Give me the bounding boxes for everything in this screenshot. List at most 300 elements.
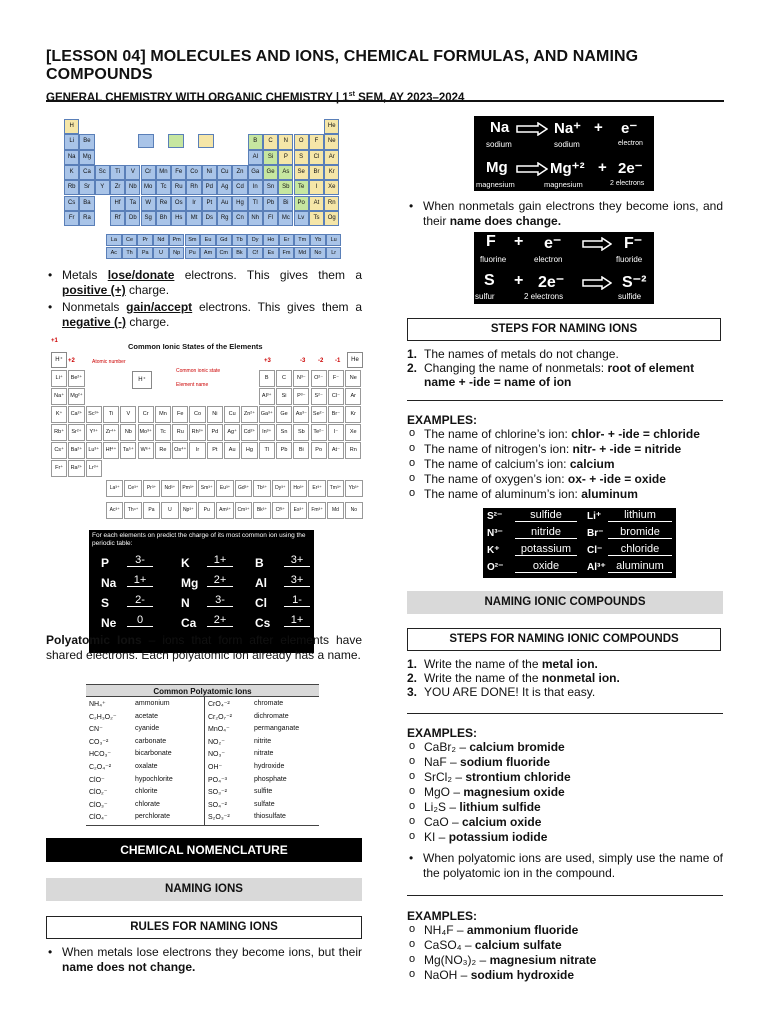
table-cell: cyanide [135, 725, 160, 733]
element-cell: Bi [278, 196, 293, 211]
ion-cell: Ar [345, 388, 361, 405]
predict-answer: 3+ [284, 574, 310, 587]
element-cell: In [248, 180, 263, 195]
eq-f-ion: F⁻ [624, 235, 643, 252]
ion-cell: Pb [276, 442, 292, 459]
table-cell: chlorite [135, 788, 158, 796]
nonmetals-gain-bullet: • When nonmetals gain electrons they become ions, and their name does change. [407, 199, 723, 229]
compound-name: sodium hydroxide [470, 968, 575, 982]
ion-name: chloride [608, 543, 672, 556]
compound-formula: KI [424, 830, 436, 844]
element-cell: U [153, 247, 169, 259]
table-cell: S₂O₃⁻² [208, 814, 230, 822]
step-number: 2. [407, 671, 418, 685]
element-cell: Fm [279, 247, 295, 259]
table-cell: chlorate [135, 800, 160, 808]
label-sulfide: sulfide [618, 292, 642, 301]
ion-cell: In³⁺ [259, 424, 275, 441]
element-cell: Lu [326, 234, 342, 246]
predict-element: B [255, 556, 264, 570]
element-cell: Md [294, 247, 310, 259]
ion-cell: Fm³⁺ [308, 502, 325, 519]
ion-cell: Zn²⁺ [241, 406, 257, 423]
steps-naming-ionic-list [407, 657, 723, 699]
ion-cell: Kr [345, 406, 361, 423]
ion-cell: I⁻ [328, 424, 344, 441]
element-cell: W [141, 196, 156, 211]
element-cell: Rf [110, 211, 125, 226]
ion-cell: Tc [155, 424, 171, 441]
polyatomic-table-rows [86, 698, 319, 826]
element-cell: Se [294, 165, 309, 180]
element-cell: Ca [79, 165, 94, 180]
ion-cell: Se²⁻ [311, 406, 327, 423]
list-item [407, 442, 723, 457]
example-answer: calcium [569, 457, 615, 471]
element-cell: Br [309, 165, 324, 180]
table-cell: ammonium [135, 700, 170, 707]
table-cell: CrO₄⁻² [208, 701, 230, 708]
table-cell: acetate [135, 712, 158, 720]
element-cell: Cr [141, 165, 156, 180]
legend-sample-cell: H⁺ [132, 371, 152, 389]
eq-e: e⁻ [621, 120, 638, 137]
ion-cell: Mg²⁺ [68, 388, 84, 405]
label-magnesium: magnesium [476, 180, 515, 189]
section-rule [407, 713, 723, 714]
ion-cell-he: He [347, 352, 363, 368]
element-cell: Fe [171, 165, 186, 180]
list-item [407, 472, 723, 487]
predict-answer: 3- [127, 554, 153, 567]
predict-element: Al [255, 576, 267, 590]
ion-cell: Po [311, 442, 327, 459]
element-cell: H [64, 119, 79, 134]
element-cell: Pb [263, 196, 278, 211]
element-cell: Pm [169, 234, 185, 246]
element-cell: Cn [232, 211, 247, 226]
examples-polyatomic-compounds [407, 923, 723, 983]
ion-cell: O²⁻ [311, 370, 327, 387]
ion-cell: P³⁻ [293, 388, 309, 405]
ion-names-box [483, 508, 676, 578]
ion-name: potassium [515, 543, 577, 556]
table-cell: ClO₃⁻ [89, 801, 108, 809]
element-cell: Sb [278, 180, 293, 195]
group-plus2: +2 [68, 358, 75, 364]
steps-naming-ions-banner: STEPS FOR NAMING IONS [407, 318, 721, 341]
ion-cell: Cs⁺ [51, 442, 67, 459]
ion-cell: As³⁻ [293, 406, 309, 423]
table-cell: CO₃⁻² [89, 738, 109, 746]
element-cell: Ag [217, 180, 232, 195]
example-text: The name of aluminum’s ion: [424, 487, 582, 501]
polyatomic-use-bullet: • When polyatomic ions are used, simply use the name of the polyatomic ion in the compound. [407, 851, 723, 881]
element-cell: Pd [202, 180, 217, 195]
ion-cell: Ac³⁺ [106, 502, 123, 519]
ion-name: aluminum [608, 560, 672, 573]
predict-answer: 2- [127, 594, 153, 607]
list-item [407, 685, 723, 699]
subtitle-text-end: SEM, AY 2023–2024 [354, 91, 465, 104]
predict-element: Cl [255, 596, 267, 610]
example-text: The name of nitrogen’s ion: [424, 442, 573, 456]
element-cell: Ir [186, 196, 201, 211]
table-cell: HCO₃⁻ [89, 751, 112, 759]
list-item [407, 770, 723, 785]
ion-cell: Re [155, 442, 171, 459]
predict-element: Mg [181, 576, 199, 590]
ion-cell: Cf³⁺ [272, 502, 289, 519]
ion-cell: Hg [241, 442, 257, 459]
label-sodium: sodium [486, 140, 512, 149]
element-cell: Es [263, 247, 279, 259]
element-cell: V [125, 165, 140, 180]
table-cell: sulfate [254, 800, 275, 808]
ion-cell: Bk³⁺ [253, 502, 270, 519]
ion-cell: Ga³⁺ [259, 406, 275, 423]
ion-cell: Au [224, 442, 240, 459]
table-cell: Cr₂O₇⁻² [208, 713, 232, 721]
element-cell: Lv [294, 211, 309, 226]
element-cell: Tm [294, 234, 310, 246]
compound-name: calcium oxide [462, 815, 542, 829]
list-item [407, 830, 723, 845]
dash: – [461, 938, 475, 952]
element-cell: Ds [202, 211, 217, 226]
element-cell: S [294, 150, 309, 165]
ion-cell: Xe [345, 424, 361, 441]
ion-cell: Am³⁺ [216, 502, 233, 519]
element-cell: Re [156, 196, 171, 211]
element-cell: Nd [153, 234, 169, 246]
compound-formula: NH₄F [424, 923, 454, 937]
list-item [407, 785, 723, 800]
arrow-icon [516, 162, 548, 176]
predict-instruction: For each elements on predict the charge of its most common ion using the periodic table: [92, 532, 306, 547]
subtitle-sup: st [348, 91, 355, 98]
page-title: [LESSON 04] MOLECULES AND IONS, CHEMICAL FORMULAS, AND NAMING COMPOUNDS [46, 48, 639, 83]
ion-cell: Nb [120, 424, 136, 441]
ion-cell: Co [189, 406, 205, 423]
label-sulfur: sulfur [475, 292, 495, 301]
element-cell: Ts [309, 211, 324, 226]
predict-answer: 0 [127, 614, 153, 627]
page-header [46, 48, 726, 104]
element-cell: Ti [110, 165, 125, 180]
list-item [407, 968, 723, 983]
predict-element: N [181, 596, 190, 610]
legend-element-name: Element name [176, 382, 209, 388]
predict-element: Na [101, 576, 117, 590]
group-plus1: +1 [51, 338, 58, 344]
list-item [407, 953, 723, 968]
ion-cell: Zr⁴⁺ [103, 424, 119, 441]
ion-cell: N³⁻ [293, 370, 309, 387]
element-cell: Ba [79, 196, 94, 211]
ion-cell: Rh³⁺ [189, 424, 205, 441]
element-cell: Os [171, 196, 186, 211]
element-cell: Cm [216, 247, 232, 259]
list-item [407, 427, 723, 442]
rules-naming-ions-banner: RULES FOR NAMING IONS [46, 916, 362, 939]
ion-cell: Rn [345, 442, 361, 459]
metals-bullet: • Metals lose/donate electrons. This gives them a positive (+) charge. [46, 268, 362, 298]
element-cell: Mn [156, 165, 171, 180]
ion-cell: Eu³⁺ [216, 480, 233, 497]
arrow-icon [516, 122, 548, 136]
element-cell: Mt [186, 211, 201, 226]
ion-cell: Pu [198, 502, 215, 519]
table-cell: chromate [254, 700, 284, 707]
element-cell: Ce [122, 234, 138, 246]
list-item [407, 740, 723, 755]
element-cell: Rn [324, 196, 339, 211]
ion-cell: Gd³⁺ [235, 480, 252, 497]
ion-cell: W⁶⁺ [138, 442, 154, 459]
table-cell: nitrite [254, 737, 272, 745]
element-cell: Te [294, 180, 309, 195]
polyatomic-table-figure [86, 684, 319, 826]
element-cell: Hf [110, 196, 125, 211]
ion-cell: At⁻ [328, 442, 344, 459]
ion-cell: Ta⁵⁺ [120, 442, 136, 459]
table-cell: thiosulfate [254, 813, 286, 821]
element-cell: Nh [248, 211, 263, 226]
element-cell: Pu [185, 247, 201, 259]
label-2-electrons2: 2 electrons [524, 292, 564, 301]
ion-symbol: K⁺ [487, 545, 500, 556]
element-cell: K [64, 165, 79, 180]
element-cell: La [106, 234, 122, 246]
ion-cell: Th⁴⁺ [124, 502, 141, 519]
compound-name: magnesium oxide [463, 785, 565, 799]
table-cell: carbonate [135, 737, 167, 745]
element-cell: Na [64, 150, 79, 165]
ion-cell: No [345, 502, 362, 519]
ion-cell: C [276, 370, 292, 387]
ion-cell: Sc³⁺ [86, 406, 102, 423]
compound-name: strontium chloride [465, 770, 571, 784]
element-cell: He [324, 119, 339, 134]
compound-name: sodium fluoride [460, 755, 551, 769]
ion-cell: Ra²⁺ [68, 460, 84, 477]
element-cell: F [309, 134, 324, 149]
table-cell: C₂O₄⁻² [89, 764, 112, 771]
eq-s-ion: S⁻² [622, 274, 647, 291]
eq-na-ion: Na⁺ [554, 120, 582, 137]
compound-formula: Li₂S [424, 800, 447, 814]
ion-cell: Bi [293, 442, 309, 459]
table-cell: nitrate [254, 750, 274, 758]
example-answer: nitr- + -ide = nitride [572, 442, 682, 456]
element-cell: Ga [248, 165, 263, 180]
ion-symbol: Cl⁻ [587, 545, 603, 556]
ion-cell: Md [327, 502, 344, 519]
chemical-nomenclature-banner: CHEMICAL NOMENCLATURE [46, 838, 362, 862]
element-cell: Er [279, 234, 295, 246]
ion-cell: Pd [207, 424, 223, 441]
element-cell: Mc [278, 211, 293, 226]
ion-name: nitride [515, 526, 577, 539]
examples-heading: EXAMPLES: [407, 413, 478, 427]
table-cell: NO₂⁻ [208, 738, 225, 746]
element-cell: Ac [106, 247, 122, 259]
element-cell: Mo [141, 180, 156, 195]
eq-plus4: + [514, 272, 524, 289]
ion-symbol: N³⁻ [487, 528, 503, 539]
element-cell: Zr [110, 180, 125, 195]
element-cell: Th [122, 247, 138, 259]
ion-cell: Ag⁺ [224, 424, 240, 441]
element-cell: Pa [137, 247, 153, 259]
element-cell: Tc [156, 180, 171, 195]
compound-formula: CaBr₂ [424, 740, 456, 754]
ion-cell: Pa [143, 502, 160, 519]
table-cell: OH⁻ [208, 764, 223, 771]
predict-answer: 1+ [284, 614, 310, 627]
legend-box-metal [138, 134, 154, 148]
element-cell: Ni [202, 165, 217, 180]
steps-naming-ions-list [407, 347, 723, 389]
element-cell: Pr [137, 234, 153, 246]
label-sodium-ion: sodium [554, 140, 580, 149]
ion-cell: Rb⁺ [51, 424, 67, 441]
ionic-states-actinides [106, 502, 364, 520]
ion-symbol: Al³⁺ [587, 562, 606, 573]
example-text: The name of calcium’s ion: [424, 457, 570, 471]
ion-cell: Yb³⁺ [345, 480, 362, 497]
label-electron2: electron [534, 255, 563, 264]
eq-plus3: + [514, 233, 524, 250]
table-cell: ClO₂⁻ [89, 789, 108, 797]
polyatomic-table-title: Common Polyatomic Ions [86, 684, 319, 697]
table-cell: CN⁻ [89, 726, 103, 734]
arrow-icon [582, 276, 612, 290]
table-cell: NO₃⁻ [208, 751, 226, 759]
ion-symbol: Li⁺ [587, 511, 602, 522]
ion-cell: Li⁺ [51, 370, 67, 387]
ion-cell: Tm³⁺ [327, 480, 344, 497]
element-cell: C [263, 134, 278, 149]
compound-formula: NaOH [424, 968, 458, 982]
element-cell: Ta [125, 196, 140, 211]
element-cell: B [248, 134, 263, 149]
group-minus3: -3 [300, 358, 306, 364]
table-cell: PO₄⁻³ [208, 776, 227, 784]
list-item [407, 923, 723, 938]
ion-cell: Ba²⁺ [68, 442, 84, 459]
list-item [407, 800, 723, 815]
ion-cell: Hf⁴⁺ [103, 442, 119, 459]
examples-naming-ions [407, 427, 723, 502]
section-rule [407, 400, 723, 401]
element-cell: No [310, 247, 326, 259]
section-rule [407, 895, 723, 896]
ion-cell: Br⁻ [328, 406, 344, 423]
element-cell: Gd [216, 234, 232, 246]
table-cell: ClO₄⁻ [89, 814, 108, 822]
element-cell: Lr [326, 247, 342, 259]
element-cell: Eu [200, 234, 216, 246]
ion-cell: Sr²⁺ [68, 424, 84, 441]
eq-na: Na [490, 119, 510, 136]
label-2-electrons: 2 electrons [610, 180, 645, 187]
predict-answer: 2+ [207, 574, 233, 587]
polyatomic-paragraph: Polyatomic Ions – ions that form after elements have shared electrons. Each polyatomic ion already has a name. [46, 633, 362, 662]
legend-atomic-number: Atomic number [92, 359, 126, 365]
step-text: Write the name of the [424, 671, 542, 685]
step-number: 3. [407, 685, 418, 699]
element-cell: Cf [247, 247, 263, 259]
ion-cell: Cm³⁺ [235, 502, 252, 519]
label-electron: electron [618, 140, 643, 147]
element-cell: Sm [185, 234, 201, 246]
list-item [407, 657, 723, 671]
predict-answer: 1+ [127, 574, 153, 587]
ion-cell: Lu³⁺ [86, 442, 102, 459]
ion-cell: Mn [155, 406, 171, 423]
list-item [407, 457, 723, 472]
element-cell: Dy [247, 234, 263, 246]
ion-cell: Tb³⁺ [253, 480, 270, 497]
element-cell: Ru [171, 180, 186, 195]
naming-ionic-compounds-banner: NAMING IONIC COMPOUNDS [407, 591, 723, 614]
examples-heading: EXAMPLES: [407, 726, 478, 740]
compound-formula: MgO [424, 785, 451, 799]
ion-cell: Sb [293, 424, 309, 441]
ion-cell: V [120, 406, 136, 423]
list-item [407, 755, 723, 770]
eq-2e2: 2e⁻ [538, 274, 565, 291]
ion-cell: Tl [259, 442, 275, 459]
nonmetal-ion-equations [474, 232, 654, 304]
ion-cell: Fr⁺ [51, 460, 67, 477]
ion-cell: Er³⁺ [308, 480, 325, 497]
label-fluorine: fluorine [480, 255, 507, 264]
label-magnesium-ion: magnesium [544, 180, 583, 189]
ion-cell: Ne [345, 370, 361, 387]
predict-answer: 3- [207, 594, 233, 607]
steps-naming-ionic-banner: STEPS FOR NAMING IONIC COMPOUNDS [407, 628, 721, 651]
ion-symbol: Br⁻ [587, 528, 604, 539]
periodic-table-figure [64, 119, 342, 261]
dash: – [446, 800, 460, 814]
element-cell: Xe [324, 180, 339, 195]
element-cell: Ho [263, 234, 279, 246]
legend-box-nonmetal [198, 134, 214, 148]
list-item [407, 671, 723, 685]
examples-ionic-compounds [407, 740, 723, 845]
examples-heading: EXAMPLES: [407, 909, 478, 923]
element-cell: Rg [217, 211, 232, 226]
element-cell: As [278, 165, 293, 180]
ion-cell: Pr³⁺ [143, 480, 160, 497]
ion-cell: S²⁻ [311, 388, 327, 405]
ionic-states-grid [51, 370, 364, 480]
ion-symbol: O²⁻ [487, 562, 504, 573]
element-cell: Cu [217, 165, 232, 180]
table-cell: MnO₄⁻ [208, 726, 230, 734]
element-cell: P [278, 150, 293, 165]
table-cell: C₂H₃O₂⁻ [89, 713, 117, 721]
example-text: The name of oxygen’s ion: [424, 472, 568, 486]
metals-lose-bullet: • When metals lose electrons they become ions, but their name does not change. [46, 945, 362, 975]
ion-cell: Cu [224, 406, 240, 423]
periodic-table-actinides [106, 247, 342, 259]
ion-cell: Na⁺ [51, 388, 67, 405]
ion-cell: K⁺ [51, 406, 67, 423]
